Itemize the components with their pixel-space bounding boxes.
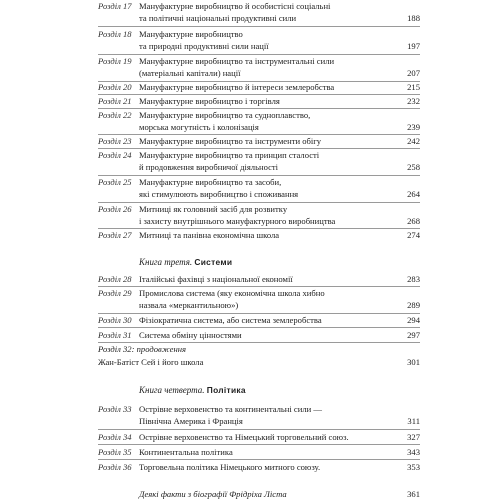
chapter-title: Мануфактурне виробництво та інструменти обігу xyxy=(139,136,322,146)
page-number: 289 xyxy=(407,300,420,310)
chapter-label: Розділ 34 xyxy=(98,432,132,442)
chapter-label: Розділ 28 xyxy=(98,274,132,284)
chapter-label: Розділ 21 xyxy=(98,96,132,106)
page-number: 327 xyxy=(407,432,420,442)
chapter-title: Мануфактурне виробництво та природні продуктивні сили нації xyxy=(139,29,269,51)
page-number: 311 xyxy=(407,416,420,426)
chapter-label: Розділ 30 xyxy=(98,315,132,325)
chapter-label: Розділ 22 xyxy=(98,110,132,120)
chapter-label: Розділ 26 xyxy=(98,204,132,214)
book-prefix: Книга третя. xyxy=(139,257,193,267)
chapter-title: Острівне верховенство та Німецький торговельний союз. xyxy=(139,432,349,442)
divider xyxy=(98,459,420,460)
page-number: 343 xyxy=(407,447,420,457)
divider xyxy=(98,327,420,328)
page-number: 283 xyxy=(407,274,420,284)
chapter-label: Розділ 20 xyxy=(98,82,132,92)
chapter-title: Мануфактурне виробництво та засоби, які стимулюють виробництво і споживання xyxy=(139,177,299,199)
chapter-title: Мануфактурне виробництво та інструментальні сили (матеріальні капітали) нації xyxy=(139,56,335,78)
appendix-title: Деякі факти з біографії Фрідріха Ліста xyxy=(139,489,287,499)
page-number: 258 xyxy=(407,162,420,172)
page-number: 361 xyxy=(407,489,420,499)
page-number: 197 xyxy=(407,41,420,51)
chapter-title: Торговельна політика Німецького митного союзу. xyxy=(139,462,321,472)
chapter-title: Митниці як головний засіб для розвитку і захисту внутрішнього мануфактурного виробництва xyxy=(139,204,336,226)
chapter-title: Митниці та панівна економічна школа xyxy=(139,230,280,240)
book-title: Політика xyxy=(206,385,246,395)
page-number: 297 xyxy=(407,330,420,340)
page-number: 274 xyxy=(407,230,420,240)
page-number: 268 xyxy=(407,216,420,226)
page-number: 353 xyxy=(407,462,420,472)
chapter-title: Мануфактурне виробництво й особистісні соціальні та політичні національні продуктивні сили xyxy=(139,1,331,23)
chapter-title: Фізіократична система, або система землеробства xyxy=(139,315,322,325)
chapter-label: Розділ 31 xyxy=(98,330,132,340)
page-number: 242 xyxy=(407,136,420,146)
chapter-label: Розділ 35 xyxy=(98,447,132,457)
divider xyxy=(98,26,420,27)
book-heading[interactable] xyxy=(139,256,232,268)
book-title: Системи xyxy=(194,257,233,267)
divider xyxy=(98,444,420,445)
chapter-label: Розділ 33 xyxy=(98,404,132,414)
page-number: 239 xyxy=(407,122,420,132)
chapter-label: Розділ 27 xyxy=(98,230,132,240)
page-number: 264 xyxy=(407,189,420,199)
chapter-title: Острівне верховенство та континентальні сили — Північна Америка і Франція xyxy=(139,404,322,426)
chapter-title: Промислова система (яку економічна школа хибно назвала «меркантильною») xyxy=(139,288,325,310)
book-prefix: Книга четверта. xyxy=(139,385,205,395)
chapter-title: Континентальна політика xyxy=(139,447,233,457)
page-number: 301 xyxy=(407,357,420,367)
book-heading[interactable] xyxy=(139,384,246,396)
chapter-title: Мануфактурне виробництво та принцип сталості й продовження виробничої діяльності xyxy=(139,150,320,172)
chapter-title: Мануфактурне виробництво й інтереси землеробства xyxy=(139,82,335,92)
page-number: 232 xyxy=(407,96,420,106)
chapter-label: Розділ 25 xyxy=(98,177,132,187)
chapter-label: Розділ 36 xyxy=(98,462,132,472)
chapter-label: Розділ 23 xyxy=(98,136,132,146)
chapter-label: Розділ 18 xyxy=(98,29,132,39)
chapter-label: Розділ 17 xyxy=(98,1,132,11)
page-number: 207 xyxy=(407,68,420,78)
chapter-label: Розділ 29 xyxy=(98,288,132,298)
chapter-label: Розділ 24 xyxy=(98,150,132,160)
chapter-label: Розділ 19 xyxy=(98,56,132,66)
divider xyxy=(98,429,420,430)
chapter-title: Мануфактурне виробництво та судноплавство, морська могутність і колонізація xyxy=(139,110,311,132)
page-number: 294 xyxy=(407,315,420,325)
chapter-title: Система обміну цінностями xyxy=(139,330,242,340)
chapter-label: Розділ 32: продовження xyxy=(98,344,186,354)
page-number: 215 xyxy=(407,82,420,92)
chapter-title: Мануфактурне виробництво і торгівля xyxy=(139,96,280,106)
page-number: 188 xyxy=(407,13,420,23)
chapter-title: Жан-Батіст Сей і його школа xyxy=(98,357,204,367)
chapter-title: Італійські фахівці з національної економії xyxy=(139,274,293,284)
